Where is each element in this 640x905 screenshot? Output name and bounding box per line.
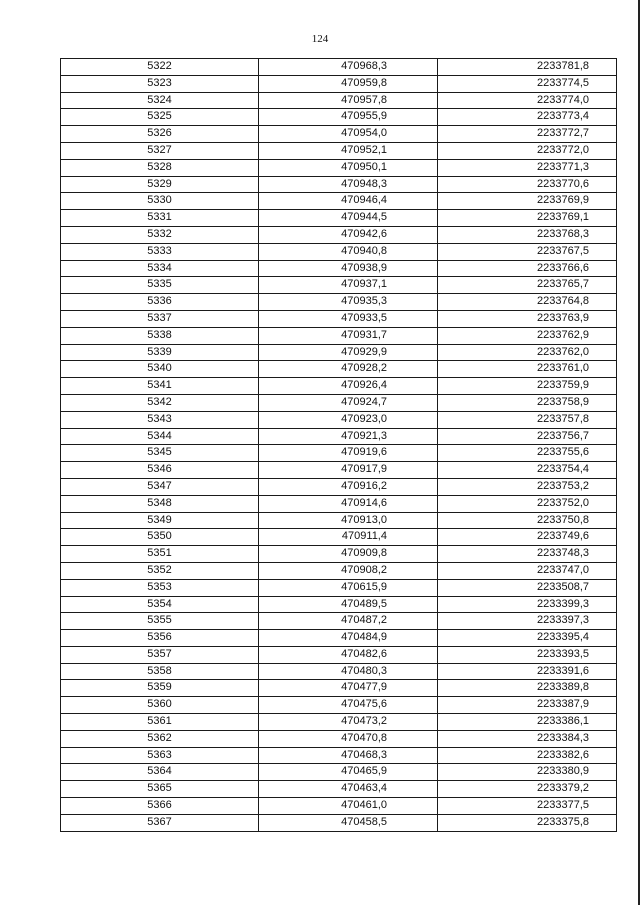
coordinates-table-body	[61, 59, 617, 832]
point-number-cell: 5349	[61, 512, 259, 529]
y-coordinate-cell: 2233757,8	[438, 411, 617, 428]
y-coordinate-cell: 2233769,9	[438, 193, 617, 210]
point-number-cell: 5356	[61, 630, 259, 647]
table-row	[61, 495, 617, 512]
x-coordinate-cell: 470916,2	[259, 478, 438, 495]
y-coordinate-cell: 2233750,8	[438, 512, 617, 529]
x-coordinate-cell: 470908,2	[259, 562, 438, 579]
x-coordinate-cell: 470955,9	[259, 109, 438, 126]
table-row	[61, 630, 617, 647]
y-coordinate-cell: 2233391,6	[438, 663, 617, 680]
x-coordinate-cell: 470482,6	[259, 646, 438, 663]
table-row	[61, 814, 617, 831]
table-row	[61, 697, 617, 714]
point-number-cell: 5344	[61, 428, 259, 445]
y-coordinate-cell: 2233761,0	[438, 361, 617, 378]
table-row	[61, 378, 617, 395]
x-coordinate-cell: 470487,2	[259, 613, 438, 630]
point-number-cell: 5363	[61, 747, 259, 764]
x-coordinate-cell: 470909,8	[259, 546, 438, 563]
point-number-cell: 5352	[61, 562, 259, 579]
point-number-cell: 5362	[61, 730, 259, 747]
table-row	[61, 159, 617, 176]
y-coordinate-cell: 2233767,5	[438, 243, 617, 260]
table-row	[61, 445, 617, 462]
table-row	[61, 781, 617, 798]
table-row	[61, 277, 617, 294]
x-coordinate-cell: 470928,2	[259, 361, 438, 378]
x-coordinate-cell: 470919,6	[259, 445, 438, 462]
y-coordinate-cell: 2233768,3	[438, 226, 617, 243]
y-coordinate-cell: 2233379,2	[438, 781, 617, 798]
point-number-cell: 5326	[61, 126, 259, 143]
table-row	[61, 176, 617, 193]
x-coordinate-cell: 470615,9	[259, 579, 438, 596]
y-coordinate-cell: 2233762,0	[438, 344, 617, 361]
point-number-cell: 5355	[61, 613, 259, 630]
x-coordinate-cell: 470938,9	[259, 260, 438, 277]
table-row	[61, 260, 617, 277]
y-coordinate-cell: 2233748,3	[438, 546, 617, 563]
table-row	[61, 798, 617, 815]
point-number-cell: 5328	[61, 159, 259, 176]
point-number-cell: 5341	[61, 378, 259, 395]
y-coordinate-cell: 2233397,3	[438, 613, 617, 630]
point-number-cell: 5327	[61, 142, 259, 159]
y-coordinate-cell: 2233770,6	[438, 176, 617, 193]
table-row	[61, 562, 617, 579]
x-coordinate-cell: 470954,0	[259, 126, 438, 143]
y-coordinate-cell: 2233395,4	[438, 630, 617, 647]
table-row	[61, 478, 617, 495]
y-coordinate-cell: 2233774,5	[438, 75, 617, 92]
point-number-cell: 5324	[61, 92, 259, 109]
table-row	[61, 411, 617, 428]
point-number-cell: 5329	[61, 176, 259, 193]
x-coordinate-cell: 470948,3	[259, 176, 438, 193]
point-number-cell: 5357	[61, 646, 259, 663]
point-number-cell: 5339	[61, 344, 259, 361]
y-coordinate-cell: 2233759,9	[438, 378, 617, 395]
x-coordinate-cell: 470946,4	[259, 193, 438, 210]
coordinates-table	[60, 58, 617, 832]
point-number-cell: 5332	[61, 226, 259, 243]
table-row	[61, 764, 617, 781]
point-number-cell: 5342	[61, 394, 259, 411]
y-coordinate-cell: 2233755,6	[438, 445, 617, 462]
table-row	[61, 428, 617, 445]
y-coordinate-cell: 2233753,2	[438, 478, 617, 495]
table-row	[61, 394, 617, 411]
table-row	[61, 596, 617, 613]
table-row	[61, 680, 617, 697]
point-number-cell: 5364	[61, 764, 259, 781]
y-coordinate-cell: 2233752,0	[438, 495, 617, 512]
table-row	[61, 109, 617, 126]
y-coordinate-cell: 2233774,0	[438, 92, 617, 109]
point-number-cell: 5336	[61, 294, 259, 311]
table-row	[61, 361, 617, 378]
x-coordinate-cell: 470461,0	[259, 798, 438, 815]
x-coordinate-cell: 470917,9	[259, 462, 438, 479]
y-coordinate-cell: 2233762,9	[438, 327, 617, 344]
table-row	[61, 92, 617, 109]
y-coordinate-cell: 2233386,1	[438, 714, 617, 731]
table-row	[61, 126, 617, 143]
y-coordinate-cell: 2233763,9	[438, 310, 617, 327]
x-coordinate-cell: 470952,1	[259, 142, 438, 159]
table-row	[61, 747, 617, 764]
y-coordinate-cell: 2233749,6	[438, 529, 617, 546]
table-row	[61, 75, 617, 92]
table-row	[61, 327, 617, 344]
y-coordinate-cell: 2233399,3	[438, 596, 617, 613]
point-number-cell: 5351	[61, 546, 259, 563]
point-number-cell: 5361	[61, 714, 259, 731]
point-number-cell: 5358	[61, 663, 259, 680]
y-coordinate-cell: 2233765,7	[438, 277, 617, 294]
x-coordinate-cell: 470942,6	[259, 226, 438, 243]
x-coordinate-cell: 470950,1	[259, 159, 438, 176]
table-row	[61, 226, 617, 243]
x-coordinate-cell: 470913,0	[259, 512, 438, 529]
x-coordinate-cell: 470489,5	[259, 596, 438, 613]
point-number-cell: 5334	[61, 260, 259, 277]
table-row	[61, 529, 617, 546]
x-coordinate-cell: 470968,3	[259, 59, 438, 76]
point-number-cell: 5331	[61, 210, 259, 227]
table-row	[61, 310, 617, 327]
point-number-cell: 5348	[61, 495, 259, 512]
x-coordinate-cell: 470923,0	[259, 411, 438, 428]
y-coordinate-cell: 2233393,5	[438, 646, 617, 663]
table-row	[61, 546, 617, 563]
y-coordinate-cell: 2233375,8	[438, 814, 617, 831]
point-number-cell: 5323	[61, 75, 259, 92]
x-coordinate-cell: 470468,3	[259, 747, 438, 764]
point-number-cell: 5345	[61, 445, 259, 462]
point-number-cell: 5333	[61, 243, 259, 260]
x-coordinate-cell: 470926,4	[259, 378, 438, 395]
table-row	[61, 663, 617, 680]
y-coordinate-cell: 2233382,6	[438, 747, 617, 764]
x-coordinate-cell: 470484,9	[259, 630, 438, 647]
table-row	[61, 344, 617, 361]
table-row	[61, 193, 617, 210]
y-coordinate-cell: 2233389,8	[438, 680, 617, 697]
point-number-cell: 5325	[61, 109, 259, 126]
point-number-cell: 5365	[61, 781, 259, 798]
x-coordinate-cell: 470911,4	[259, 529, 438, 546]
y-coordinate-cell: 2233764,8	[438, 294, 617, 311]
x-coordinate-cell: 470914,6	[259, 495, 438, 512]
x-coordinate-cell: 470959,8	[259, 75, 438, 92]
x-coordinate-cell: 470465,9	[259, 764, 438, 781]
point-number-cell: 5330	[61, 193, 259, 210]
point-number-cell: 5360	[61, 697, 259, 714]
x-coordinate-cell: 470957,8	[259, 92, 438, 109]
y-coordinate-cell: 2233508,7	[438, 579, 617, 596]
y-coordinate-cell: 2233781,8	[438, 59, 617, 76]
y-coordinate-cell: 2233387,9	[438, 697, 617, 714]
y-coordinate-cell: 2233769,1	[438, 210, 617, 227]
point-number-cell: 5367	[61, 814, 259, 831]
point-number-cell: 5340	[61, 361, 259, 378]
x-coordinate-cell: 470921,3	[259, 428, 438, 445]
point-number-cell: 5353	[61, 579, 259, 596]
table-row	[61, 730, 617, 747]
x-coordinate-cell: 470935,3	[259, 294, 438, 311]
y-coordinate-cell: 2233766,6	[438, 260, 617, 277]
y-coordinate-cell: 2233772,0	[438, 142, 617, 159]
table-row	[61, 714, 617, 731]
y-coordinate-cell: 2233772,7	[438, 126, 617, 143]
table-row	[61, 462, 617, 479]
y-coordinate-cell: 2233773,4	[438, 109, 617, 126]
page-number: 124	[311, 33, 329, 45]
point-number-cell: 5338	[61, 327, 259, 344]
table-row	[61, 210, 617, 227]
x-coordinate-cell: 470475,6	[259, 697, 438, 714]
point-number-cell: 5347	[61, 478, 259, 495]
point-number-cell: 5350	[61, 529, 259, 546]
table-row	[61, 613, 617, 630]
x-coordinate-cell: 470470,8	[259, 730, 438, 747]
x-coordinate-cell: 470480,3	[259, 663, 438, 680]
table-row	[61, 646, 617, 663]
point-number-cell: 5346	[61, 462, 259, 479]
x-coordinate-cell: 470463,4	[259, 781, 438, 798]
x-coordinate-cell: 470940,8	[259, 243, 438, 260]
point-number-cell: 5322	[61, 59, 259, 76]
y-coordinate-cell: 2233771,3	[438, 159, 617, 176]
y-coordinate-cell: 2233747,0	[438, 562, 617, 579]
x-coordinate-cell: 470458,5	[259, 814, 438, 831]
table-row	[61, 243, 617, 260]
y-coordinate-cell: 2233377,5	[438, 798, 617, 815]
y-coordinate-cell: 2233754,4	[438, 462, 617, 479]
x-coordinate-cell: 470931,7	[259, 327, 438, 344]
point-number-cell: 5337	[61, 310, 259, 327]
point-number-cell: 5359	[61, 680, 259, 697]
point-number-cell: 5354	[61, 596, 259, 613]
x-coordinate-cell: 470473,2	[259, 714, 438, 731]
x-coordinate-cell: 470937,1	[259, 277, 438, 294]
x-coordinate-cell: 470929,9	[259, 344, 438, 361]
table-row	[61, 512, 617, 529]
x-coordinate-cell: 470933,5	[259, 310, 438, 327]
table-row	[61, 294, 617, 311]
table-row	[61, 59, 617, 76]
x-coordinate-cell: 470924,7	[259, 394, 438, 411]
y-coordinate-cell: 2233380,9	[438, 764, 617, 781]
point-number-cell: 5366	[61, 798, 259, 815]
point-number-cell: 5335	[61, 277, 259, 294]
table-row	[61, 142, 617, 159]
y-coordinate-cell: 2233756,7	[438, 428, 617, 445]
x-coordinate-cell: 470944,5	[259, 210, 438, 227]
point-number-cell: 5343	[61, 411, 259, 428]
y-coordinate-cell: 2233758,9	[438, 394, 617, 411]
y-coordinate-cell: 2233384,3	[438, 730, 617, 747]
table-row	[61, 579, 617, 596]
x-coordinate-cell: 470477,9	[259, 680, 438, 697]
